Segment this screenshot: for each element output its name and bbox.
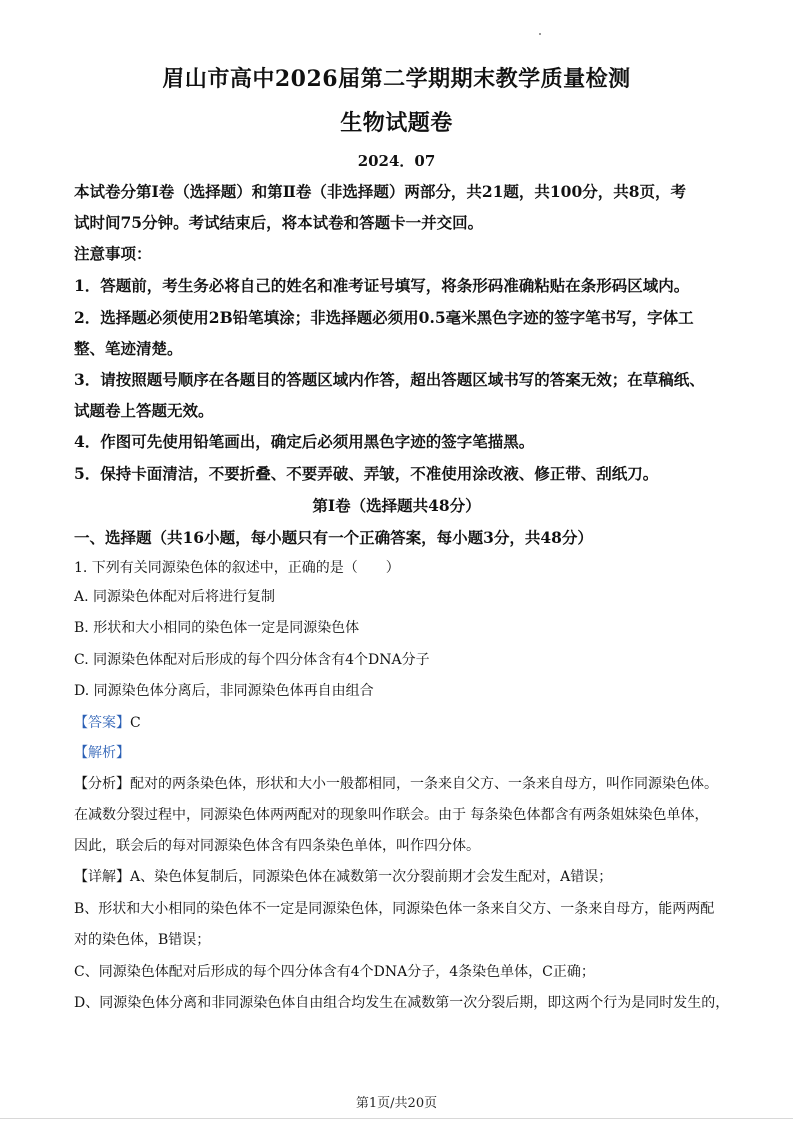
xiangjie-tag: 【详解】 bbox=[74, 869, 130, 885]
fenxi-line-3: 因此，联会后的每对同源染色体含有四条染色单体，叫作四分体。 bbox=[74, 838, 480, 854]
fenxi-line-1 bbox=[74, 773, 724, 793]
option-b: B. 形状和大小相同的染色体一定是同源染色体 bbox=[74, 620, 360, 636]
xiangjie-line-3: 对的染色体，B错误； bbox=[74, 932, 211, 948]
intro-line-2: 试时间75分钟。考试结束后，将本试卷和答题卡一并交回。 bbox=[74, 213, 484, 232]
option-d: D. 同源染色体分离后，非同源染色体再自由组合 bbox=[74, 683, 374, 699]
xiangjie-line-1 bbox=[74, 866, 724, 886]
analysis-line bbox=[74, 742, 724, 762]
answer-value: C bbox=[130, 715, 141, 731]
exam-title: 眉山市高中2026届第二学期期末教学质量检测 bbox=[162, 66, 631, 92]
answer-tag: 【答案】 bbox=[74, 715, 130, 731]
option-a: A. 同源染色体配对后将进行复制 bbox=[74, 589, 276, 605]
exam-subtitle: 生物试题卷 bbox=[340, 110, 453, 136]
section-heading: 第Ⅰ卷（选择题共48分） bbox=[312, 496, 481, 515]
option-c: C. 同源染色体配对后形成的每个四分体含有4个DNA分子 bbox=[74, 652, 430, 668]
page-footer: 第1页/共20页 bbox=[355, 1096, 438, 1111]
fenxi-line-2: 在减数分裂过程中，同源染色体两两配对的现象叫作联会。由于 每条染色体都含有两条姐妹染色单体， bbox=[74, 807, 709, 823]
xiangjie-text-1: A、染色体复制后，同源染色体在减数第一次分裂前期才会发生配对，A错误； bbox=[130, 869, 613, 885]
footer-divider bbox=[0, 1118, 793, 1119]
exam-date: 2024．07 bbox=[357, 152, 436, 170]
xiangjie-line-5: D、同源染色体分离和非同源染色体自由组合均发生在减数第一次分裂后期，即这两个行为是同时发生的， bbox=[74, 995, 730, 1011]
xiangjie-line-2: B、形状和大小相同的染色体不一定是同源染色体，同源染色体一条来自父方、一条来自母方，能两两配 bbox=[74, 901, 715, 917]
question-1-stem: 1. 下列有关同源染色体的叙述中，正确的是（ ） bbox=[74, 560, 400, 576]
notice-item-4: 4．作图可先使用铅笔画出，确定后必须用黑色字迹的签字笔描黑。 bbox=[74, 432, 535, 451]
notice-item-5: 5．保持卡面清洁，不要折叠、不要弄破、弄皱，不准使用涂改液、修正带、刮纸刀。 bbox=[74, 464, 659, 483]
notice-item-2: 2．选择题必须使用2B铅笔填涂；非选择题必须用0.5毫米黑色字迹的签字笔书写，字体工 bbox=[74, 308, 694, 327]
xiangjie-line-4: C、同源染色体配对后形成的每个四分体含有4个DNA分子，4条染色单体，C正确； bbox=[74, 964, 595, 980]
fenxi-text-1: 配对的两条染色体，形状和大小一般都相同，一条来自父方、一条来自母方，叫作同源染色体。 bbox=[130, 776, 718, 792]
part-title: 一、选择题（共16小题，每小题只有一个正确答案，每小题3分，共48分） bbox=[74, 528, 593, 547]
notice-item-3: 3．请按照题号顺序在各题目的答题区域内作答，超出答题区域书写的答案无效；在草稿纸、 bbox=[74, 370, 705, 389]
scan-dot bbox=[539, 33, 541, 35]
fenxi-tag: 【分析】 bbox=[74, 776, 130, 792]
notice-heading: 注意事项： bbox=[74, 244, 152, 263]
notice-item-1: 1．答题前，考生务必将自己的姓名和准考证号填写，将条形码准确粘贴在条形码区域内。 bbox=[74, 276, 690, 295]
intro-line-1: 本试卷分第Ⅰ卷（选择题）和第Ⅱ卷（非选择题）两部分，共21题，共100分，共8页，考 bbox=[74, 182, 687, 201]
notice-item-2-cont: 整、笔迹清楚。 bbox=[74, 339, 183, 358]
answer-line bbox=[74, 712, 724, 732]
analysis-tag: 【解析】 bbox=[74, 745, 130, 761]
notice-item-3-cont: 试题卷上答题无效。 bbox=[74, 401, 214, 420]
